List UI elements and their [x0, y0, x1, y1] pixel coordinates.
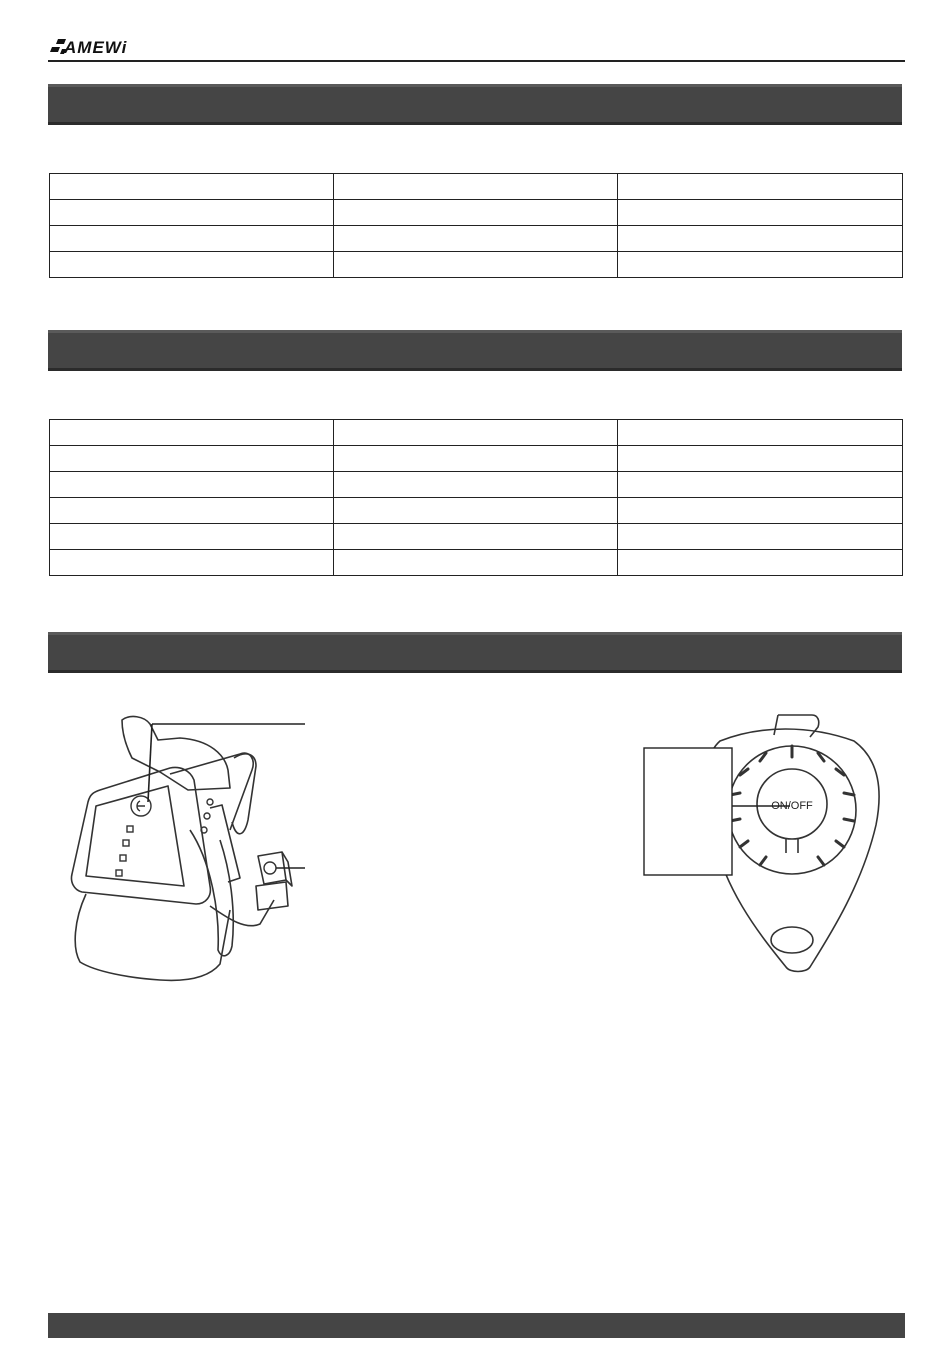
table-cell	[618, 226, 903, 252]
table-cell	[334, 446, 618, 472]
table-cell	[50, 252, 334, 278]
callout-box	[644, 748, 732, 875]
table-row	[50, 446, 903, 472]
table-cell	[334, 252, 618, 278]
table-cell	[334, 226, 618, 252]
table-cell	[334, 174, 618, 200]
table-cell	[618, 420, 903, 446]
table-row	[50, 550, 903, 576]
table-cell	[334, 498, 618, 524]
section-header-2	[48, 330, 902, 371]
wristband-illustration	[60, 710, 320, 1000]
table-cell	[50, 226, 334, 252]
table-cell	[334, 524, 618, 550]
spec-table-2	[49, 419, 903, 576]
table-cell	[50, 498, 334, 524]
table-row	[50, 252, 903, 278]
footer-bar	[48, 1313, 905, 1338]
table-cell	[50, 420, 334, 446]
table-cell	[334, 200, 618, 226]
table-cell	[618, 498, 903, 524]
table-row	[50, 524, 903, 550]
table-cell	[618, 550, 903, 576]
table-row	[50, 174, 903, 200]
header-rule	[48, 60, 905, 62]
table-cell	[618, 174, 903, 200]
table-cell	[334, 472, 618, 498]
table-cell	[50, 446, 334, 472]
table-cell	[334, 550, 618, 576]
table-row	[50, 472, 903, 498]
section-header-3	[48, 632, 902, 673]
section-header-1	[48, 84, 902, 125]
table-cell	[618, 446, 903, 472]
table-cell	[50, 472, 334, 498]
table-cell	[618, 524, 903, 550]
table-row	[50, 226, 903, 252]
on-off-label: ON/OFF	[771, 800, 813, 812]
brand-logo-text: AMEWi	[64, 38, 128, 57]
table-cell	[618, 472, 903, 498]
table-row	[50, 200, 903, 226]
table-cell	[50, 550, 334, 576]
table-row	[50, 420, 903, 446]
table-cell	[50, 200, 334, 226]
table-cell	[50, 174, 334, 200]
table-cell	[50, 524, 334, 550]
table-cell	[618, 252, 903, 278]
table-cell	[334, 420, 618, 446]
spec-table-1	[49, 173, 903, 278]
remote-illustration	[640, 705, 900, 980]
table-row	[50, 498, 903, 524]
table-cell	[618, 200, 903, 226]
